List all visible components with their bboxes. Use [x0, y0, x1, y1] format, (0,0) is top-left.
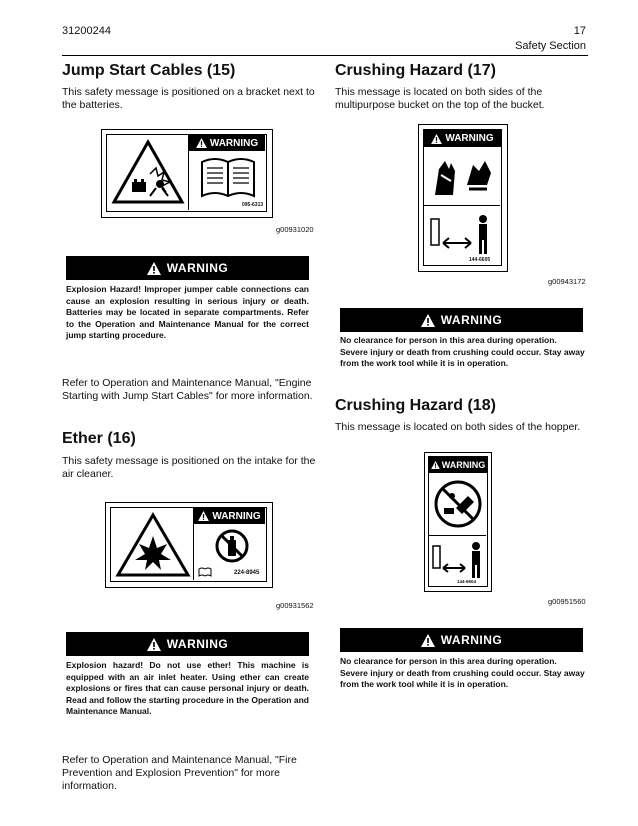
jump-start-decal-header — [189, 135, 265, 151]
crush17-warning-label: WARNING — [440, 313, 503, 327]
warning-triangle-icon — [198, 511, 209, 521]
ether-decal — [105, 502, 273, 588]
jump-start-title: Jump Start Cables (15) — [62, 62, 236, 79]
keep-away-icon — [431, 540, 485, 582]
keep-away-icon — [429, 213, 495, 259]
explosion-hazard-icon — [115, 512, 191, 578]
crush18-decal-part: 144-6604 — [457, 579, 477, 584]
ether-warning-bar — [66, 632, 309, 656]
no-ether-spray-icon — [214, 528, 250, 564]
crush18-decal-header — [429, 457, 487, 473]
jump-start-decal-part: 095-6313 — [242, 202, 264, 208]
crush18-decal — [424, 452, 492, 592]
jump-start-warning-bar — [66, 256, 309, 280]
ether-decal-word: WARNING — [212, 510, 261, 522]
warning-triangle-icon — [147, 638, 161, 651]
ether-decal-header — [194, 508, 265, 524]
crush18-decal-word: WARNING — [441, 460, 486, 470]
warning-triangle-icon — [431, 461, 440, 469]
ether-caption: g00931562 — [276, 601, 314, 610]
crush17-decal — [418, 124, 508, 272]
jump-start-intro: This safety message is positioned on a bracket next to the batteries. — [62, 86, 315, 111]
book-icon — [198, 567, 212, 577]
battery-explosion-icon — [110, 138, 186, 208]
ether-decal-part: 224-8945 — [234, 570, 260, 576]
jump-start-reference: Refer to Operation and Maintenance Manual, "Engine Starting with Jump Start Cables" for more information. — [62, 377, 313, 402]
page-number: 17 — [573, 25, 586, 37]
crush18-intro: This message is located on both sides of the hopper. — [335, 421, 581, 433]
crush17-decal-header — [424, 130, 501, 147]
crush17-warning-bar — [340, 308, 583, 332]
jump-start-warning-label: WARNING — [166, 261, 229, 275]
crush17-title: Crushing Hazard (17) — [335, 62, 496, 79]
jump-start-decal — [101, 129, 273, 218]
no-entry-crush-icon — [432, 478, 484, 530]
ether-intro: This safety message is positioned on the intake for the air cleaner. — [62, 455, 316, 480]
ether-title: Ether (16) — [62, 430, 136, 447]
crush17-decal-part: 144-6605 — [469, 257, 491, 263]
warning-triangle-icon — [431, 134, 442, 144]
crush18-title: Crushing Hazard (18) — [335, 397, 496, 414]
crush17-warning-text: No clearance for person in this area during operation. Severe injury or death from crushing could occur. Stay away from the work tool while it is in operation. — [340, 335, 585, 369]
crushing-hand-icon — [429, 155, 495, 199]
warning-triangle-icon — [147, 262, 161, 275]
crush18-warning-bar — [340, 628, 583, 652]
crush18-warning-text: No clearance for person in this area during operation. Severe injury or death from crushing could occur. Stay away from the work tool while it is in operation. — [340, 656, 585, 690]
crush17-decal-word: WARNING — [445, 133, 494, 144]
crush18-warning-label: WARNING — [440, 633, 503, 647]
manual-book-icon — [200, 156, 256, 200]
ether-warning-label: WARNING — [166, 637, 229, 651]
jump-start-caption: g00931020 — [276, 225, 314, 234]
warning-triangle-icon — [196, 138, 207, 148]
crush17-caption: g00943172 — [548, 277, 586, 286]
ether-reference: Refer to Operation and Maintenance Manual, "Fire Prevention and Explosion Prevention" for more information. — [62, 754, 297, 792]
jump-start-decal-word: WARNING — [209, 137, 259, 149]
jump-start-warning-text: Explosion Hazard! Improper jumper cable connections can cause an explosion resulting in serious injury or death. Batteries may be located in separate compartments. Refer to the Operation and Maintenance Manual for the correct jump starting procedure. — [66, 284, 309, 341]
ether-warning-text: Explosion hazard! Do not use ether! This machine is equipped with an air inlet heater. Using ether can create explosions or fires that can cause personal injury or death. Read and follow the starting procedure in the Operation and Maintenance Manual. — [66, 660, 309, 717]
document-number: 31200244 — [62, 25, 111, 37]
header-rule — [62, 55, 588, 56]
crush18-caption: g00951560 — [548, 597, 586, 606]
warning-triangle-icon — [421, 314, 435, 327]
warning-triangle-icon — [421, 634, 435, 647]
section-name: Safety Section — [515, 40, 586, 52]
crush17-intro: This message is located on both sides of the multipurpose bucket on the top of the bucket. — [335, 86, 545, 111]
